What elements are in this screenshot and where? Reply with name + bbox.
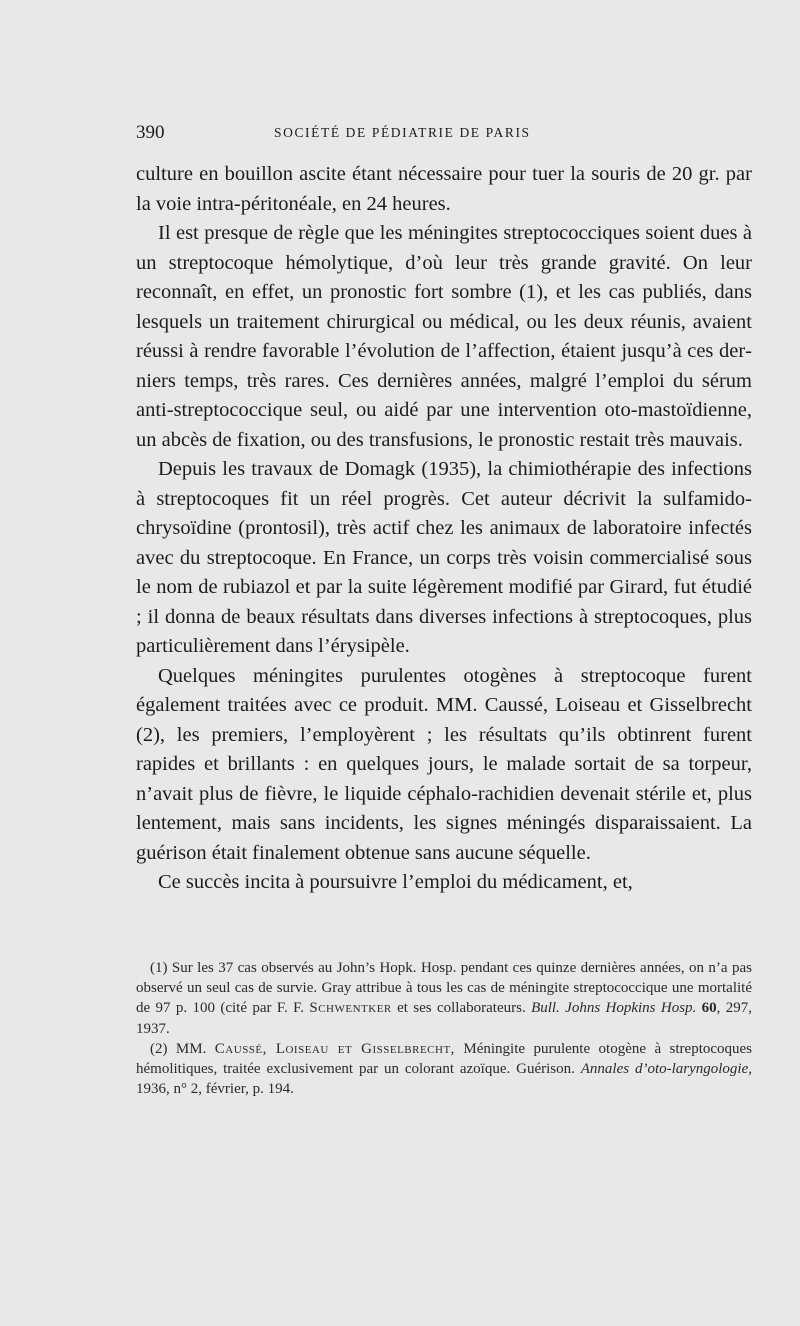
footnotes (136, 958, 752, 1099)
paragraph-3: Depuis les travaux de Domagk (1935), la chimiothérapie des infections à streptocoques fit un réel progrès. Cet auteur décrivit la sulfamido-chrysoïdine (prontosil), très actif chez les animaux de laboratoire infectés avec du streptocoque. En France, un corps très voisin commercialisé sous le nom de rubiazol et par la suite légèrement modifié par Girard, fut étudié ; il donna de beaux résultats dans diverses infections à streptocoques, plus particulièrement dans l’érysipèle. (136, 458, 752, 657)
footnote-2 (136, 1039, 752, 1100)
paragraph-4: Quelques méningites purulentes otogènes à streptocoque furent également traitées avec ce produit. MM. Caussé, Loiseau et Gisselbrecht (2), les premiers, l’employèrent ; les résultats qu’ils obtinrent furent rapides et brillants : en quelques jours, le malade sortait de sa torpeur, n’avait plus de fièvre, le liquide céphalo-rachidien devenait stérile et, plus lentement, mais sans incidents, les signes méningés disparaissaient. La guérison était finalement obtenue sans aucune séquelle. (136, 664, 752, 864)
footnote-2-authors: Caussé, Loiseau et Gisselbrecht, (214, 1040, 455, 1057)
footnote-2-end: 1936, n° 2, février, p. 194. (136, 1081, 294, 1098)
running-head (136, 122, 752, 146)
footnote-1-mid: et ses collaborateurs. (397, 1000, 526, 1017)
footnote-1 (136, 958, 752, 1039)
footnote-2-text: Méningite purulente otogène à streptocoques hémolitiques, traitée exclusivement par un colorant azoïque. Guérison. (136, 1040, 753, 1078)
footnote-1-end: , 297, 1937. (136, 1000, 753, 1037)
paragraph-1: culture en bouillon ascite étant nécessaire pour tuer la souris de 20 gr. par la voie intra-péritonéale, en 24 heures. (136, 163, 752, 215)
body-text (136, 160, 752, 898)
footnote-1-journal: Bull. Johns Hopkins Hosp. (531, 1000, 697, 1017)
footnote-1-text: (1) Sur les 37 cas observés au John’s Hopk. Hosp. pendant ces quinze dernières années, on n’a pas observé un seul cas de survie. Gray attribue à tous les cas de méningite streptococcique une mortalité de 97 p. 100 (cité par F. F. (136, 960, 752, 1017)
footnote-1-author: Schwentker (309, 1000, 392, 1017)
footnote-2-journal: Annales d’oto-laryngologie, (580, 1061, 753, 1078)
page-number: 390 (136, 122, 165, 143)
paragraph-2: Il est presque de règle que les méningites streptococciques soient dues à un streptocoque hémolytique, d’où leur très grande gravité. On leur reconnaît, en effet, un pronostic fort sombre (1), et les cas publiés, dans lesquels un traitement chirurgical ou médical, ou les deux réunis, avaient réussi à rendre favorable l’évolution de l’affection, étaient jusqu’à ces derniers temps, très rares. Ces dernières années, malgré l’emploi du sérum anti-streptococcique seul, ou aidé par une intervention oto-mastoïdienne, un abcès de fixation, ou des transfusions, le pronostic restait très mauvais. (136, 222, 752, 451)
paragraph-5: Ce succès incita à poursuivre l’emploi du médicament, et, (158, 871, 633, 893)
journal-title: SOCIÉTÉ DE PÉDIATRIE DE PARIS (274, 125, 531, 140)
footnote-1-volume: 60 (701, 1000, 717, 1017)
footnote-2-prefix: (2) MM. (150, 1040, 207, 1057)
